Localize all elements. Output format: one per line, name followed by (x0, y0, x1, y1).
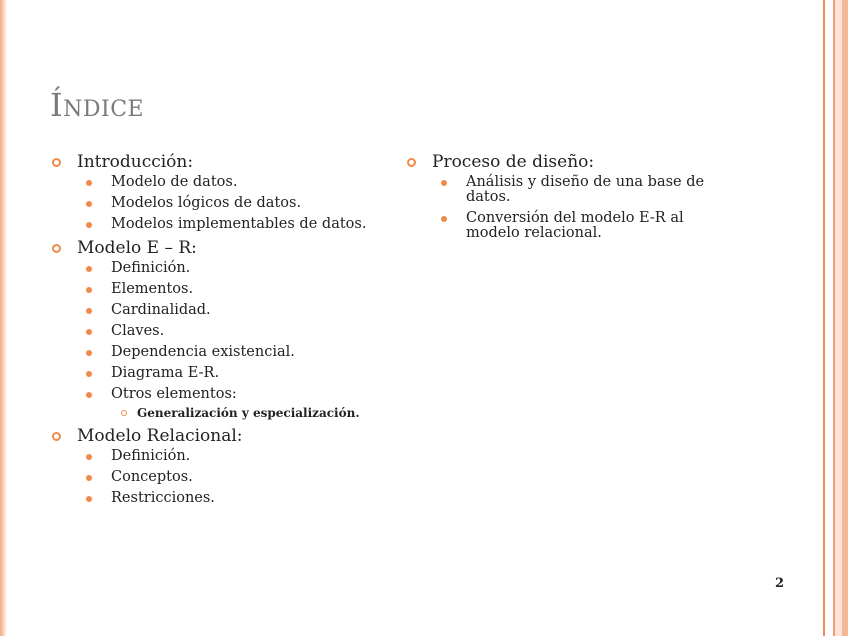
dot-bullet-icon (441, 180, 447, 186)
list-item (111, 406, 380, 420)
sub-list (77, 261, 380, 420)
list-item (77, 282, 380, 297)
circle-bullet-icon (407, 158, 416, 167)
section-label: Modelo Relacional: (77, 426, 243, 446)
list-item (77, 261, 380, 276)
item-label: Generalización y especialización. (137, 406, 360, 420)
list-item (77, 324, 380, 339)
section-modelo-er (50, 238, 380, 420)
outline-list (405, 152, 725, 241)
list-item (77, 387, 380, 420)
item-label: Análisis y diseño de una base de datos. (466, 174, 705, 205)
sub-list (77, 175, 380, 232)
list-item (77, 175, 380, 190)
item-label: Modelos implementables de datos. (111, 216, 367, 232)
list-item (432, 211, 725, 241)
item-label: Modelos lógicos de datos. (111, 195, 302, 211)
sub-list (77, 449, 380, 506)
item-label: Elementos. (111, 281, 194, 297)
outline-list (50, 152, 380, 506)
section-label: Introducción: (77, 152, 194, 172)
dot-bullet-icon (86, 329, 92, 335)
list-item (77, 449, 380, 464)
right-border-decoration (820, 0, 848, 636)
dot-bullet-icon (86, 454, 92, 460)
item-label: Otros elementos: (111, 386, 237, 402)
dot-bullet-icon (86, 475, 92, 481)
item-label: Dependencia existencial. (111, 344, 295, 360)
list-item (77, 345, 380, 360)
dot-bullet-icon (86, 350, 92, 356)
circle-bullet-icon (52, 158, 61, 167)
list-item (77, 196, 380, 211)
left-column (50, 152, 380, 512)
sub-sub-list (111, 406, 380, 420)
slide-title: Índice (50, 86, 145, 124)
dot-bullet-icon (86, 266, 92, 272)
item-label: Conceptos. (111, 469, 193, 485)
circle-bullet-icon (52, 432, 61, 441)
section-introduccion (50, 152, 380, 232)
list-item (77, 366, 380, 381)
right-column (405, 152, 725, 247)
small-circle-bullet-icon (121, 410, 127, 416)
dot-bullet-icon (441, 216, 447, 222)
dot-bullet-icon (86, 308, 92, 314)
list-item (432, 175, 725, 205)
item-label: Definición. (111, 260, 191, 276)
section-label: Modelo E – R: (77, 238, 197, 258)
item-label: Conversión del modelo E-R al modelo relacional. (466, 210, 684, 241)
section-modelo-relacional (50, 426, 380, 506)
dot-bullet-icon (86, 180, 92, 186)
page-number: 2 (775, 576, 785, 591)
item-label: Definición. (111, 448, 191, 464)
item-label: Modelo de datos. (111, 174, 238, 190)
circle-bullet-icon (52, 244, 61, 253)
dot-bullet-icon (86, 371, 92, 377)
section-proceso-diseno (405, 152, 725, 241)
sub-list (432, 175, 725, 241)
item-label: Diagrama E-R. (111, 365, 220, 381)
dot-bullet-icon (86, 496, 92, 502)
item-label: Cardinalidad. (111, 302, 211, 318)
list-item (77, 470, 380, 485)
list-item (77, 303, 380, 318)
dot-bullet-icon (86, 287, 92, 293)
dot-bullet-icon (86, 201, 92, 207)
left-border-decoration (0, 0, 7, 636)
dot-bullet-icon (86, 222, 92, 228)
list-item (77, 491, 380, 506)
item-label: Restricciones. (111, 490, 215, 506)
dot-bullet-icon (86, 392, 92, 398)
list-item (77, 217, 380, 232)
item-label: Claves. (111, 323, 165, 339)
section-label: Proceso de diseño: (432, 152, 595, 172)
